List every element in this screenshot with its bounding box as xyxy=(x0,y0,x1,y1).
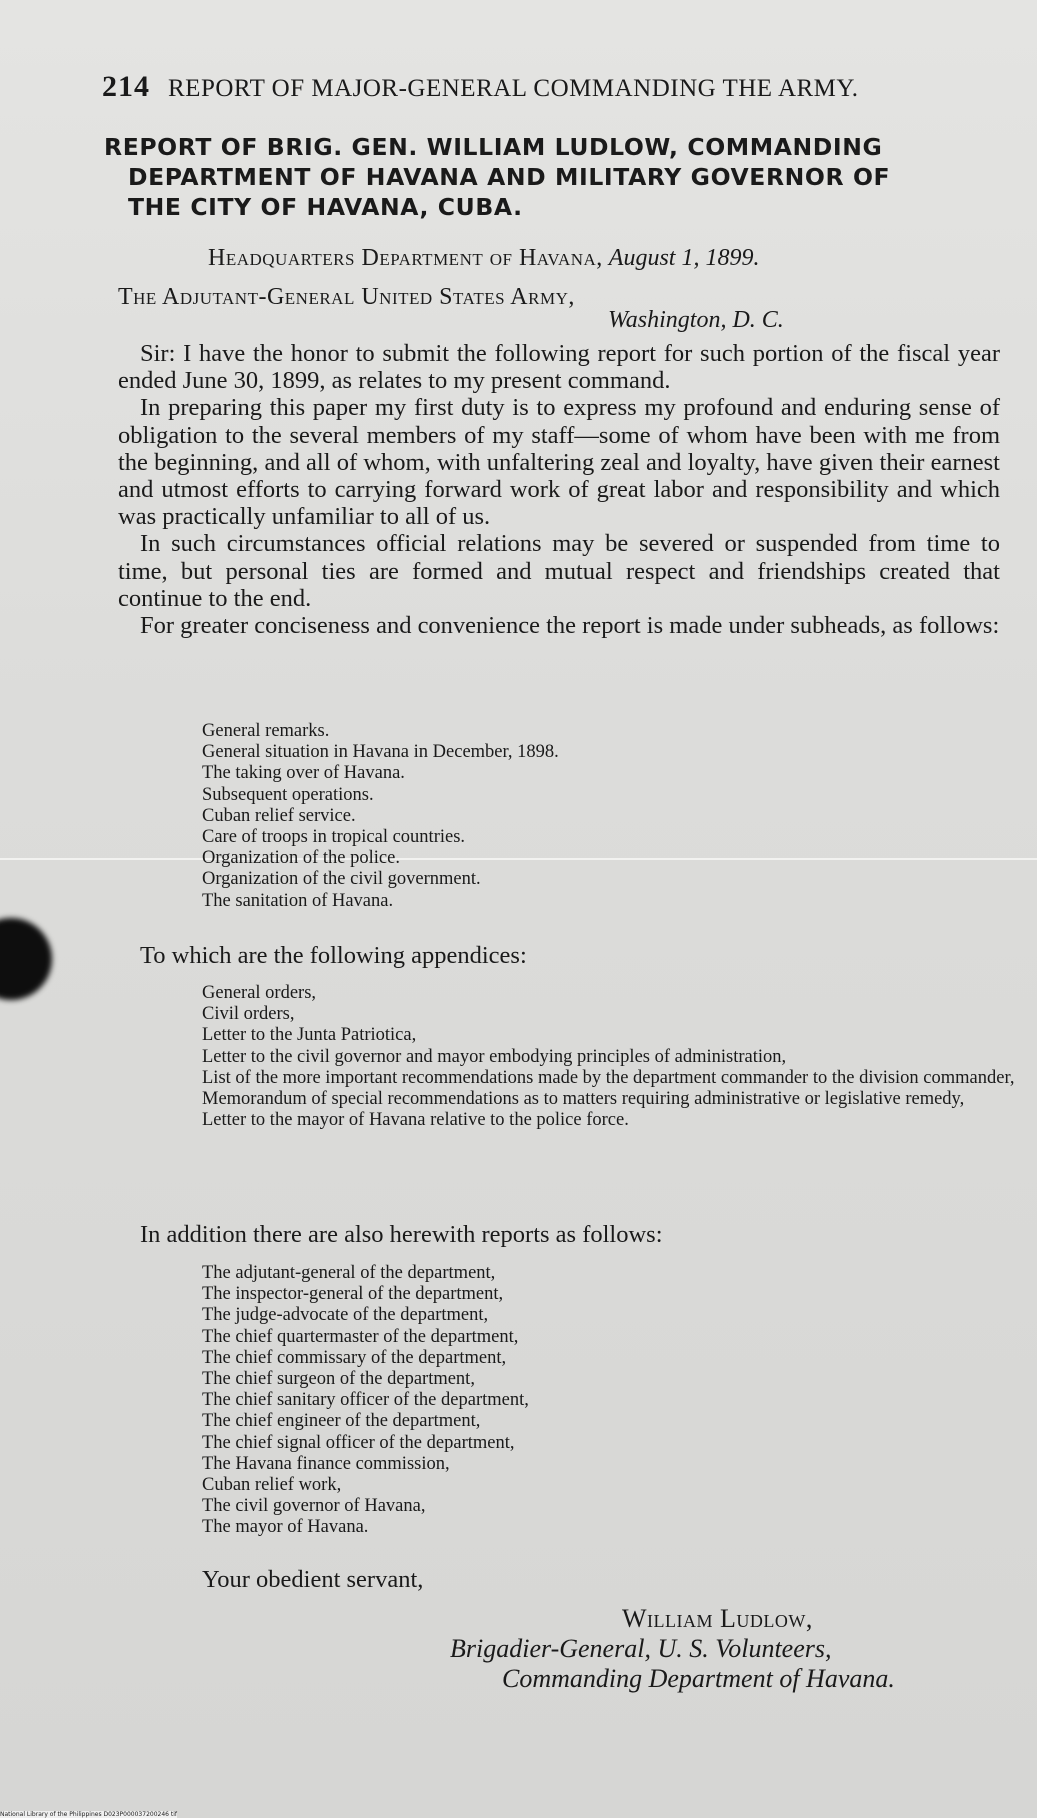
scanner-thumb-shadow xyxy=(0,918,52,1000)
title-line-1: REPORT OF BRIG. GEN. WILLIAM LUDLOW, COMMANDING xyxy=(104,133,883,161)
letter-body xyxy=(118,340,1000,639)
signature-command: Commanding Department of Havana. xyxy=(502,1664,895,1693)
list-item: List of the more important recommendations made by the department commander to the division commander, xyxy=(202,1067,1015,1088)
appendices-list xyxy=(202,983,1015,1131)
letterhead-origin: Headquarters Department of Havana, xyxy=(208,245,603,271)
signature-name: William Ludlow, xyxy=(622,1604,813,1633)
list-item: Cuban relief work, xyxy=(202,1475,342,1496)
list-item: The judge-advocate of the department, xyxy=(202,1305,489,1326)
scan-footer-note: National Library of the Philippines D023P000037200246 tif xyxy=(0,1811,178,1818)
paragraph-staff: In preparing this paper my first duty is to express my profound and enduring sense of obligation to the several members of my staff—some of whom have been with me from the beginning, and all of whom, with unfaltering zeal and loyalty, have given their earnest and utmost efforts to carrying forward work of great labor and responsibility and which was practically unfamiliar to all of us. xyxy=(118,394,1000,531)
list-item: Subsequent operations. xyxy=(202,784,374,805)
list-item: General situation in Havana in December, 1898. xyxy=(202,742,559,763)
signature-rank: Brigadier-General, U. S. Volunteers, xyxy=(450,1634,832,1663)
list-item: The inspector-general of the department, xyxy=(202,1284,504,1305)
letter-recipient: The Adjutant-General United States Army, xyxy=(118,284,575,310)
list-item: Civil orders, xyxy=(202,1004,295,1025)
closing-salutation: Your obedient servant, xyxy=(202,1566,424,1593)
appendices-heading: To which are the following appendices: xyxy=(140,942,527,969)
title-line-2: DEPARTMENT OF HAVANA AND MILITARY GOVERNOR OF xyxy=(128,163,891,191)
paragraph-relations: In such circumstances official relations may be severed or suspended from time to time, but personal ties are formed and mutual respect and friendships created that continue to the end. xyxy=(118,530,1000,612)
list-item: The sanitation of Havana. xyxy=(202,890,394,911)
list-item: The chief quartermaster of the department, xyxy=(202,1326,519,1347)
list-item: The chief signal officer of the department, xyxy=(202,1432,515,1453)
running-title: REPORT OF MAJOR-GENERAL COMMANDING THE ARMY. xyxy=(168,75,859,102)
list-item: The chief commissary of the department, xyxy=(202,1347,507,1368)
list-item: General orders, xyxy=(202,983,317,1003)
reports-heading: In addition there are also herewith reports as follows: xyxy=(140,1221,663,1248)
subheads-list xyxy=(202,721,1002,912)
list-item: Letter to the mayor of Havana relative to the police force. xyxy=(202,1110,629,1131)
list-item: The civil governor of Havana, xyxy=(202,1496,426,1517)
list-item: Letter to the Junta Patriotica, xyxy=(202,1025,417,1046)
list-item: Care of troops in tropical countries. xyxy=(202,827,466,848)
list-item: The Havana finance commission, xyxy=(202,1453,450,1474)
list-item: The taking over of Havana. xyxy=(202,763,405,784)
list-item: Letter to the civil governor and mayor embodying principles of administration, xyxy=(202,1046,787,1067)
paragraph-salutation: Sir: I have the honor to submit the following report for such portion of the fiscal year ended June 30, 1899, as relates to my present command. xyxy=(118,340,1000,395)
list-item: Memorandum of special recommendations as to matters requiring administrative or legislative remedy, xyxy=(202,1089,965,1110)
list-item: General remarks. xyxy=(202,721,330,741)
title-line-3: THE CITY OF HAVANA, CUBA. xyxy=(128,193,523,221)
list-item: Cuban relief service. xyxy=(202,805,356,826)
reports-list xyxy=(202,1263,1002,1539)
letter-place: Washington, D. C. xyxy=(608,307,784,333)
list-item: Organization of the police. xyxy=(202,848,400,869)
list-item: Organization of the civil government. xyxy=(202,869,481,890)
letterhead-origin-line xyxy=(208,244,1037,273)
list-item: The chief engineer of the department, xyxy=(202,1411,481,1432)
letterhead-date: August 1, 1899. xyxy=(608,245,760,271)
list-item: The adjutant-general of the department, xyxy=(202,1263,496,1283)
list-item: The mayor of Havana. xyxy=(202,1517,369,1538)
page-number: 214 xyxy=(102,70,150,103)
paragraph-subheads-intro: For greater conciseness and convenience the report is made under subheads, as follows: xyxy=(140,612,1000,640)
report-title xyxy=(104,132,1004,222)
list-item: The chief surgeon of the department, xyxy=(202,1369,475,1390)
running-header xyxy=(102,70,858,104)
list-item: The chief sanitary officer of the department, xyxy=(202,1390,529,1411)
